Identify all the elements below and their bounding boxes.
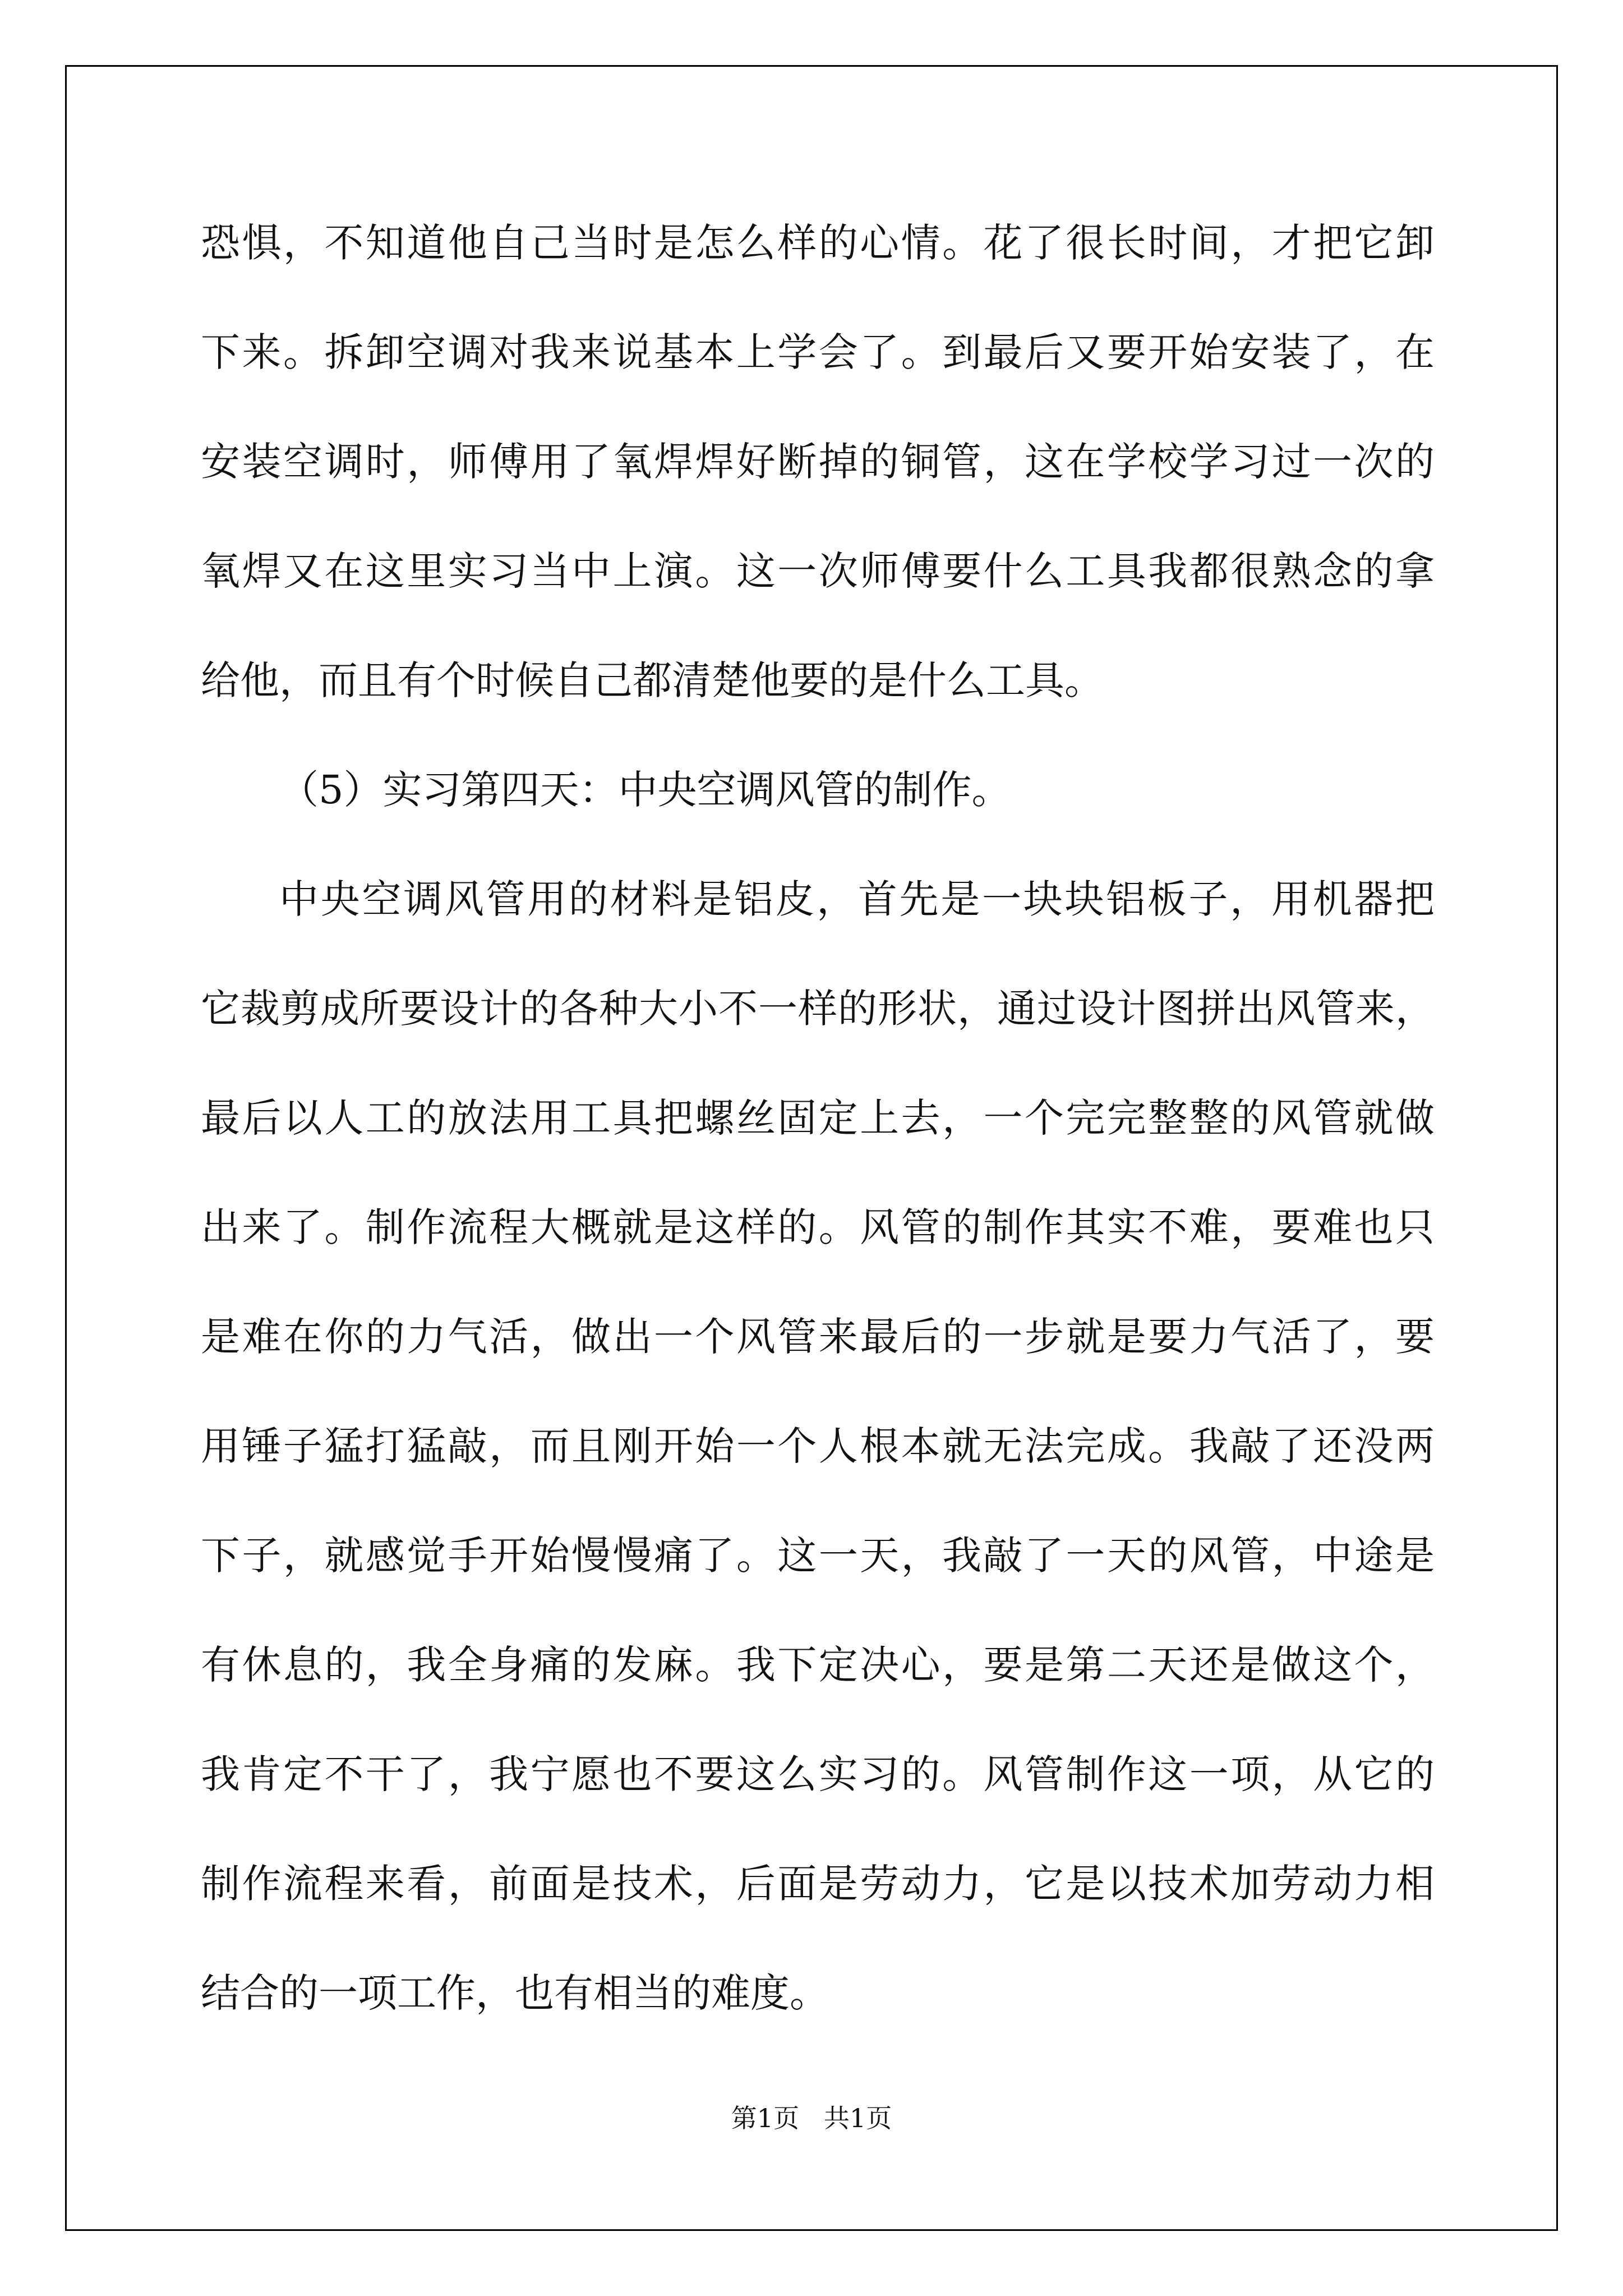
- text-line-9: 最后以人工的放法用工具把螺丝固定上去，一个完完整整的风管就做: [201, 1095, 1435, 1141]
- document-body: [201, 220, 1435, 2083]
- page-footer: 第1页 共1页: [731, 2103, 892, 2133]
- text-line-8: 它裁剪成所要设计的各种大小不一样的形状，通过设计图拼出风管来，: [201, 986, 1435, 1032]
- text-line-4: 氧焊又在这里实习当中上演。这一次师傅要什么工具我都很熟念的拿: [201, 548, 1435, 594]
- text-line-5: 给他，而且有个时候自己都清楚他要的是什么工具。: [201, 657, 1104, 703]
- text-line-3: 安装空调时，师傅用了氧焊焊好断掉的铜管，这在学校学习过一次的: [201, 439, 1435, 485]
- text-line-14: 有休息的，我全身痛的发麻。我下定决心，要是第二天还是做这个，: [201, 1642, 1435, 1688]
- text-line-11: 是难在你的力气活，做出一个风管来最后的一步就是要力气活了，要: [201, 1314, 1435, 1360]
- text-line-12: 用锤子猛打猛敲，而且刚开始一个人根本就无法完成。我敲了还没两: [201, 1423, 1435, 1469]
- text-line-15: 我肯定不干了，我宁愿也不要这么实习的。风管制作这一项，从它的: [201, 1751, 1435, 1797]
- text-line-7: 中央空调风管用的材料是铝皮，首先是一块块铝板子，用机器把: [279, 876, 1435, 922]
- text-line-2: 下来。拆卸空调对我来说基本上学会了。到最后又要开始安装了，在: [201, 329, 1435, 375]
- text-line-17: 结合的一项工作，也有相当的难度。: [201, 1970, 829, 2016]
- section-heading: （5）实习第四天：中央空调风管的制作。: [279, 767, 1011, 813]
- text-line-10: 出来了。制作流程大概就是这样的。风管的制作其实不难，要难也只: [201, 1204, 1435, 1250]
- text-line-16: 制作流程来看，前面是技术，后面是劳动力，它是以技术加劳动力相: [201, 1861, 1435, 1907]
- text-line-1: 恐惧，不知道他自己当时是怎么样的心情。花了很长时间，才把它卸: [201, 220, 1435, 266]
- text-line-13: 下子，就感觉手开始慢慢痛了。这一天，我敲了一天的风管，中途是: [201, 1533, 1435, 1579]
